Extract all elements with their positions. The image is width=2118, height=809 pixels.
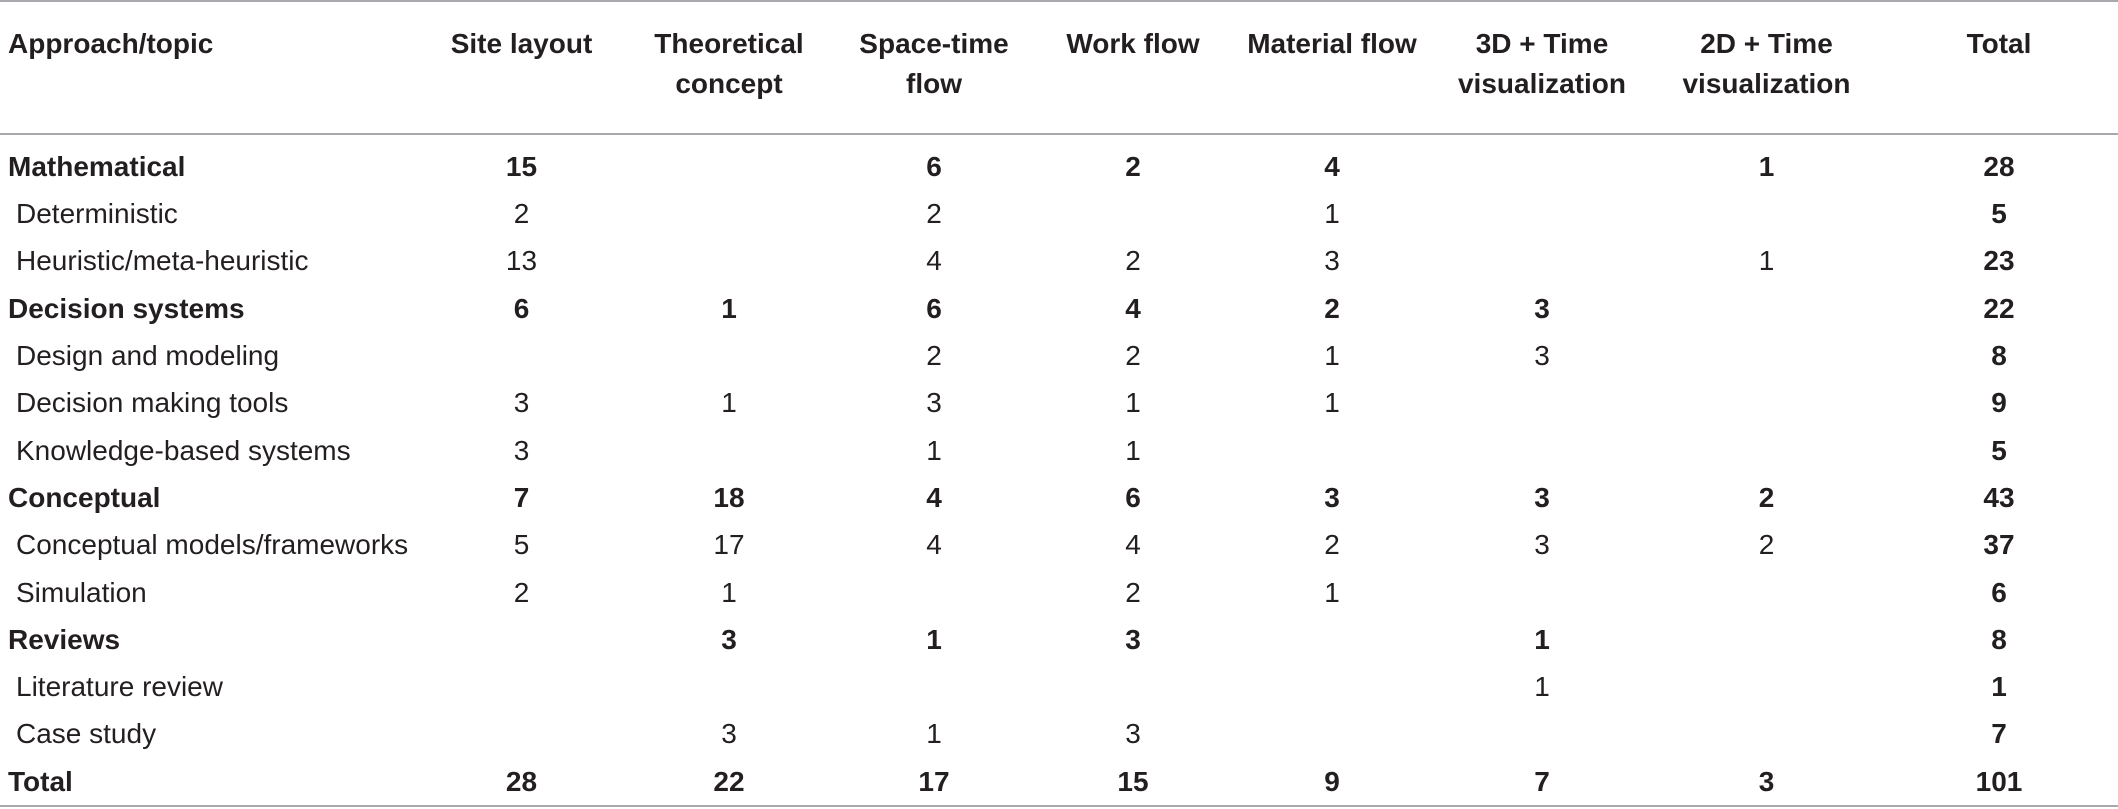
cell-work-flow: 4 bbox=[1125, 529, 1141, 561]
header-material-flow: Material flow bbox=[1233, 1, 1431, 134]
table-group-row bbox=[0, 134, 2118, 190]
cell-2d-time-visualization: 1 bbox=[1758, 151, 1775, 182]
cell-approach-topic: Decision making tools bbox=[16, 387, 289, 419]
cell-theoretical-concept bbox=[623, 663, 835, 710]
cell-total: 5 bbox=[1991, 198, 2007, 230]
table-body bbox=[0, 134, 2118, 806]
cell-material-flow: 1 bbox=[1324, 198, 1340, 230]
cell-space-time-flow: 2 bbox=[926, 198, 942, 230]
cell-3d-time-visualization: 1 bbox=[1534, 623, 1550, 655]
cell-site-layout: 3 bbox=[513, 387, 530, 419]
cell-total: 8 bbox=[1991, 340, 2007, 372]
cell-2d-time-visualization: 2 bbox=[1758, 481, 1775, 513]
cell-approach-topic: Simulation bbox=[16, 576, 147, 608]
cell-material-flow bbox=[1233, 426, 1431, 473]
cell-approach-topic: Conceptual bbox=[8, 481, 161, 513]
header-total: Total bbox=[1880, 1, 2118, 134]
cell-approach-topic: Literature review bbox=[16, 671, 223, 703]
cell-work-flow: 3 bbox=[1125, 623, 1141, 655]
cell-theoretical-concept: 22 bbox=[623, 758, 835, 806]
cell-space-time-flow: 17 bbox=[835, 758, 1033, 806]
cell-theoretical-concept bbox=[623, 190, 835, 237]
cell-space-time-flow: 4 bbox=[926, 529, 942, 561]
table-row bbox=[0, 332, 2118, 379]
cell-theoretical-concept: 1 bbox=[721, 292, 737, 324]
table-total-row bbox=[0, 758, 2118, 806]
cell-2d-time-visualization bbox=[1653, 616, 1880, 663]
cell-2d-time-visualization bbox=[1653, 663, 1880, 710]
cell-site-layout: 13 bbox=[505, 245, 538, 277]
cell-site-layout: 2 bbox=[513, 198, 530, 230]
cell-material-flow: 2 bbox=[1324, 292, 1340, 324]
cell-material-flow: 1 bbox=[1324, 576, 1340, 608]
cell-site-layout: 15 bbox=[505, 151, 538, 182]
cell-total: 1 bbox=[1991, 671, 2007, 703]
table-row bbox=[0, 426, 2118, 473]
cell-total: 7 bbox=[1991, 718, 2007, 750]
cell-2d-time-visualization bbox=[1653, 285, 1880, 332]
cell-total: 6 bbox=[1991, 576, 2007, 608]
cell-2d-time-visualization: 1 bbox=[1758, 245, 1775, 277]
cell-material-flow: 9 bbox=[1233, 758, 1431, 806]
cell-2d-time-visualization: 2 bbox=[1758, 529, 1775, 561]
cell-2d-time-visualization bbox=[1653, 190, 1880, 237]
header-work-flow: Work flow bbox=[1033, 1, 1233, 134]
cell-space-time-flow: 1 bbox=[926, 623, 942, 655]
cell-work-flow bbox=[1033, 190, 1233, 237]
table-row bbox=[0, 521, 2118, 568]
table-row bbox=[0, 237, 2118, 284]
table-group-row bbox=[0, 285, 2118, 332]
cell-approach-topic: Mathematical bbox=[8, 151, 186, 182]
table-row bbox=[0, 379, 2118, 426]
cell-3d-time-visualization: 3 bbox=[1534, 340, 1550, 372]
header-space-time-flow: Space-time flow bbox=[835, 1, 1033, 134]
cell-work-flow: 6 bbox=[1125, 481, 1141, 513]
cell-material-flow: 1 bbox=[1324, 340, 1340, 372]
cell-material-flow bbox=[1233, 710, 1431, 757]
header-approach-topic: Approach/topic bbox=[0, 1, 420, 134]
cell-space-time-flow bbox=[835, 568, 1033, 615]
cell-work-flow bbox=[1033, 663, 1233, 710]
cell-space-time-flow: 1 bbox=[926, 718, 942, 750]
cell-3d-time-visualization bbox=[1431, 237, 1653, 284]
cell-theoretical-concept: 1 bbox=[721, 576, 737, 608]
cell-work-flow: 2 bbox=[1125, 151, 1141, 182]
cell-site-layout bbox=[420, 663, 623, 710]
cell-total: 22 bbox=[1983, 292, 2015, 324]
cell-material-flow: 1 bbox=[1324, 387, 1340, 419]
cell-theoretical-concept: 18 bbox=[713, 481, 745, 513]
cell-total: 5 bbox=[1991, 434, 2007, 466]
cell-3d-time-visualization bbox=[1431, 710, 1653, 757]
cell-2d-time-visualization bbox=[1653, 426, 1880, 473]
cell-approach-topic: Case study bbox=[16, 718, 157, 750]
cell-3d-time-visualization: 3 bbox=[1534, 529, 1550, 561]
cell-3d-time-visualization: 3 bbox=[1534, 292, 1550, 324]
cell-work-flow: 1 bbox=[1125, 387, 1141, 419]
header-row bbox=[0, 1, 2118, 134]
cell-theoretical-concept: 1 bbox=[721, 387, 737, 419]
table-group-row bbox=[0, 616, 2118, 663]
cell-approach-topic: Heuristic/meta-heuristic bbox=[16, 245, 309, 277]
cell-theoretical-concept: 17 bbox=[713, 529, 745, 561]
cell-3d-time-visualization bbox=[1431, 379, 1653, 426]
cell-total: 43 bbox=[1983, 481, 2015, 513]
table-group-row bbox=[0, 474, 2118, 521]
cell-approach-topic: Deterministic bbox=[16, 198, 178, 230]
cell-work-flow: 2 bbox=[1125, 245, 1141, 277]
cell-material-flow bbox=[1233, 616, 1431, 663]
cell-approach-topic: Conceptual models/frameworks bbox=[16, 529, 409, 561]
cell-site-layout: 3 bbox=[513, 434, 530, 466]
cell-site-layout bbox=[420, 332, 623, 379]
cell-approach-topic: Reviews bbox=[8, 623, 121, 655]
cell-space-time-flow: 2 bbox=[926, 340, 942, 372]
cell-total: 9 bbox=[1991, 387, 2007, 419]
table-row bbox=[0, 710, 2118, 757]
cell-site-layout bbox=[420, 710, 623, 757]
cell-work-flow: 15 bbox=[1033, 758, 1233, 806]
cell-approach-topic: Total bbox=[0, 758, 420, 806]
cell-work-flow: 3 bbox=[1125, 718, 1141, 750]
cell-3d-time-visualization: 1 bbox=[1534, 671, 1550, 703]
cell-3d-time-visualization: 7 bbox=[1431, 758, 1653, 806]
cell-material-flow: 3 bbox=[1324, 245, 1340, 277]
cell-total: 23 bbox=[1983, 245, 2015, 277]
cell-material-flow: 2 bbox=[1324, 529, 1340, 561]
cell-site-layout: 5 bbox=[513, 529, 530, 561]
cell-space-time-flow: 4 bbox=[926, 481, 942, 513]
cell-space-time-flow: 1 bbox=[926, 434, 942, 466]
cell-material-flow: 4 bbox=[1324, 151, 1340, 182]
cell-3d-time-visualization: 3 bbox=[1534, 481, 1550, 513]
cell-theoretical-concept bbox=[623, 237, 835, 284]
cell-space-time-flow: 3 bbox=[926, 387, 942, 419]
cell-theoretical-concept: 3 bbox=[721, 623, 737, 655]
cell-site-layout: 2 bbox=[513, 576, 530, 608]
cell-3d-time-visualization bbox=[1431, 134, 1653, 190]
cell-total: 8 bbox=[1991, 623, 2007, 655]
cell-3d-time-visualization bbox=[1431, 190, 1653, 237]
table-row bbox=[0, 663, 2118, 710]
cell-approach-topic: Decision systems bbox=[8, 292, 245, 324]
table-row bbox=[0, 568, 2118, 615]
cell-2d-time-visualization bbox=[1653, 332, 1880, 379]
cell-material-flow: 3 bbox=[1324, 481, 1340, 513]
cell-theoretical-concept bbox=[623, 332, 835, 379]
cell-material-flow bbox=[1233, 663, 1431, 710]
cell-2d-time-visualization bbox=[1653, 379, 1880, 426]
cell-space-time-flow: 4 bbox=[926, 245, 942, 277]
cell-theoretical-concept bbox=[623, 134, 835, 190]
cell-work-flow: 1 bbox=[1125, 434, 1141, 466]
cell-theoretical-concept: 3 bbox=[721, 718, 737, 750]
cell-2d-time-visualization bbox=[1653, 568, 1880, 615]
cell-work-flow: 2 bbox=[1125, 340, 1141, 372]
header-3d-time-visualization: 3D + Time visualization bbox=[1431, 1, 1653, 134]
cell-theoretical-concept bbox=[623, 426, 835, 473]
cell-work-flow: 2 bbox=[1125, 576, 1141, 608]
cell-space-time-flow bbox=[835, 663, 1033, 710]
cell-2d-time-visualization bbox=[1653, 710, 1880, 757]
cell-total: 101 bbox=[1880, 758, 2118, 806]
cell-site-layout: 6 bbox=[513, 292, 530, 324]
table-row bbox=[0, 190, 2118, 237]
cell-work-flow: 4 bbox=[1125, 292, 1141, 324]
cell-total: 28 bbox=[1983, 151, 2015, 182]
cell-2d-time-visualization: 3 bbox=[1653, 758, 1880, 806]
cell-3d-time-visualization bbox=[1431, 568, 1653, 615]
cell-site-layout: 28 bbox=[420, 758, 623, 806]
cell-site-layout bbox=[420, 616, 623, 663]
cell-site-layout: 7 bbox=[513, 481, 530, 513]
cell-3d-time-visualization bbox=[1431, 426, 1653, 473]
cell-approach-topic: Knowledge-based systems bbox=[16, 434, 351, 466]
cell-approach-topic: Design and modeling bbox=[16, 340, 280, 372]
cell-space-time-flow: 6 bbox=[926, 292, 942, 324]
cell-total: 37 bbox=[1983, 529, 2015, 561]
cell-space-time-flow: 6 bbox=[926, 151, 942, 182]
table-header bbox=[0, 1, 2118, 134]
header-2d-time-visualization: 2D + Time visualization bbox=[1653, 1, 1880, 134]
header-site-layout: Site layout bbox=[420, 1, 623, 134]
header-theoretical-concept: Theoretical concept bbox=[623, 1, 835, 134]
